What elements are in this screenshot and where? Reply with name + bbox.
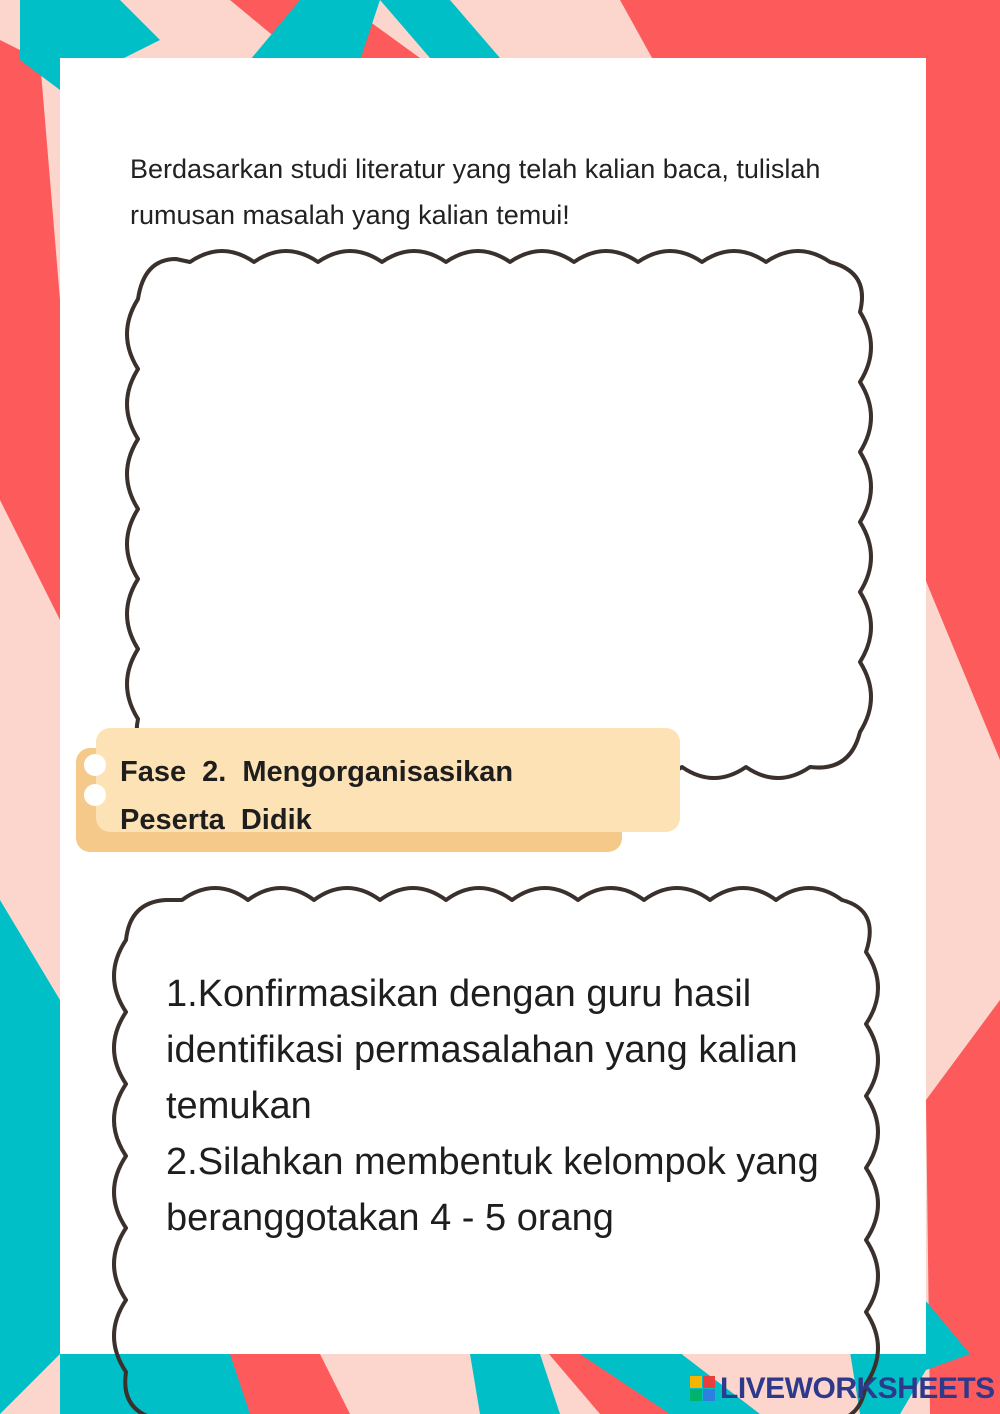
liveworksheets-logo-icon xyxy=(690,1376,716,1402)
phase-banner xyxy=(76,726,624,856)
liveworksheets-wordmark: LIVEWORKSHEETS xyxy=(720,1372,995,1405)
step-item-2: 2.Silahkan membentuk kelompok yang beranggotakan 4 - 5 orang xyxy=(166,1141,819,1239)
liveworksheets-brand[interactable] xyxy=(690,1372,995,1406)
steps-list xyxy=(166,966,846,1246)
instruction-text: Berdasarkan studi literatur yang telah kalian baca, tulislah rumusan masalah yang kalian temui! xyxy=(130,154,821,230)
phase-title: Fase 2. Mengorganisasikan Peserta Didik xyxy=(120,756,514,836)
step-item-1: 1.Konfirmasikan dengan guru hasil identifikasi permasalahan yang kalian temukan xyxy=(166,973,798,1127)
phase-bullet-dot-top xyxy=(84,754,106,776)
phase-bullet-dot-bottom xyxy=(84,784,106,806)
